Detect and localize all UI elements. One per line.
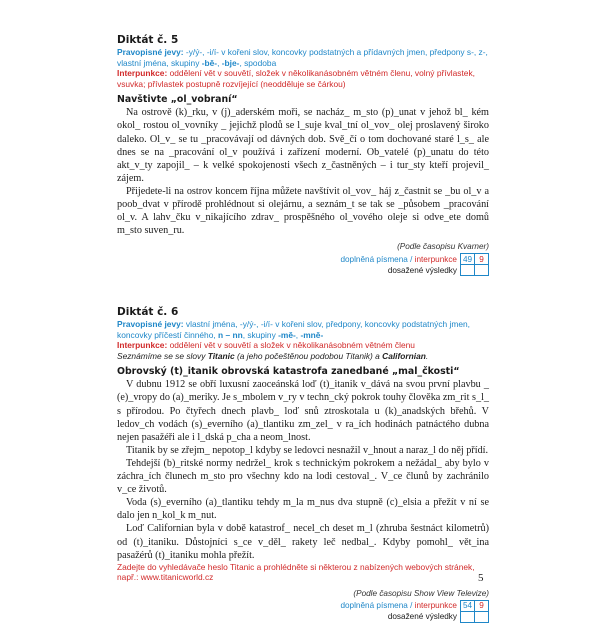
rules-text: -y/ý-, -i/í- v kořeni slov, koncovky podstatných a přídavných jmen, předpony s-, z-, vlastní jména, skupiny [117, 47, 488, 68]
rules-bold-mne: -mně- [300, 329, 324, 340]
rules-sep: , [217, 57, 220, 68]
dictation-5-punctuation [117, 68, 489, 89]
punct-text: oddělení vět v souvětí a složek v několikanásobném větném členu [169, 340, 415, 351]
dictation-6-note: Seznámíme se se slovy Titanic (a jeho počeštěnou podobou Titanik) a Californian. [117, 350, 429, 361]
paragraph: Voda (s)_everního (a)_tlantiku tehdy m_la m_nus dva stupně (c)_elsia a přežít v ní se dalo jen n_kol_k m_nut. [117, 497, 489, 522]
paragraph: V dubnu 1912 se obří luxusní zaoceánská loď (t)_itanik v_dává na svou první plavbu _ (e)_vropy do (a)_meriky. Je s_mbolem v_ry v techn_cký pokrok touhy člověka zm_rit s_l_ s přírodou. Po čtyřech dnech plavb_ loď snů ztroskotala u (k)_anadských břehů. V ledov_ch vodách (s)_everního (a)_tlantiku zm_zel_ v ra_ích hodinách patnáctého dubna nejen pasažéři ale i l_dská p_cha a neom_lnost. [117, 379, 489, 443]
rules-label: Pravopisné jevy: [117, 47, 184, 57]
punct-label: Interpunkce: [117, 340, 168, 351]
result-label: dosažené výsledky [387, 265, 457, 275]
dictation-5-heading: Diktát č. 5 [117, 34, 179, 46]
paragraph: Tehdejší (b)_ritské normy nedržel_ krok s technickým pokrokem a nežádal_ aby bylo v záchra_ích člunech m_sto pro všechny kdo na lodi cestoval_. V_ce člunů by zachránilo v_ce životů. [117, 457, 489, 496]
paragraph: Loď Californian byla v době katastrof_ necel_ch deset m_l (zhruba šestnáct kilometrů) od (t)_itaniku. Důstojníci s_ce v_děl_ rakety leč nedbal_. Kdyby pomohl_ vět_ina pasažérů (t)_itaniku mohla přežít. [117, 523, 489, 561]
dictation-5 [117, 34, 489, 275]
page-number: 5 [478, 572, 484, 584]
score-letters-max: 54 [461, 600, 475, 611]
score-label: doplněná písmena / interpunkce [340, 601, 457, 611]
web-note: Zadejte do vyhledávače heslo Titanic a prohlédněte si některou z nabízených webových stránek, např.: www.titanicworld.cz [117, 561, 475, 583]
score-label: doplněná písmena / interpunkce [340, 254, 457, 264]
paragraph: Na ostrově (k)_rku, v (j)_aderském moři, se nacház_ m_sto (p)_unat v jehož bl_ kém okol_ rostou ol_vovníky _ jejichž plodů se l_suje kval_tní ol_vov_ olej proslavený široko daleko. Ol_v_ se tu _pracovávají od dávných dob. Svě_čí o tom dochované staré l_s_ ale dnes se na _pracování ol_v používá i zařízení moderní. Ob_vatelé (p)_unatu do této akt_v_ty zapojil_ – k velké spokojenosti všech z_častněných – i tur_sty kteří projevil_ zájem. [117, 107, 489, 184]
dictation-6-heading: Diktát č. 6 [117, 306, 179, 318]
score-letters-max: 49 [461, 254, 475, 265]
punct-label: Interpunkce: [117, 68, 168, 79]
dictation-6-text [117, 378, 489, 561]
result-letters-input[interactable] [461, 611, 475, 622]
result-punctuation-input[interactable] [475, 265, 489, 276]
punct-text: oddělení vět v souvětí, složek v několikanásobném větném členu, volný přívlastek, vsuvka; přívlastek postupně rozvíjející (neodděluje se čárkou) [117, 68, 475, 89]
result-letters-input[interactable] [461, 265, 475, 276]
rules-text: vlastní jména, -y/ý-, -i/í- v kořeni slov, předpony, koncovky podstatných jmen, koncovky příčestí činného, [117, 319, 470, 340]
rules-mid: , skupiny [242, 329, 276, 340]
dictation-6 [117, 306, 489, 622]
paragraph: Přijedete-li na ostrov koncem října můžete navštívit ol_vov_ háj z_častnit se _bu ol_v a poob_dvat v přírodě prohlédnout si olejárnu, a seznám_t se tak se _působem _pracování ol_v. A lahv_čku v_nikajícího zdrav_ prospěšného ol_vového oleje si odve_ete domů m_sto suven_ru. [117, 185, 489, 237]
rules-bold-me: -mě- [278, 329, 296, 340]
dictation-6-source: (Podle časopisu Show View Televize) [353, 588, 489, 598]
score-punctuation-max: 9 [475, 254, 489, 265]
result-label: dosažené výsledky [387, 612, 457, 622]
dictation-5-score [337, 253, 489, 276]
result-punctuation-input[interactable] [475, 611, 489, 622]
rules-end: , spodoba [239, 57, 277, 68]
dictation-5-rules [117, 47, 489, 68]
dictation-6-punctuation [117, 340, 489, 351]
score-punctuation-max: 9 [475, 600, 489, 611]
dictation-6-score [337, 600, 489, 623]
paragraph: Titanik by se zřejm_ nepotop_l kdyby se ledovci nesnažil v_hnout a naraz_l do něj přídí. [126, 444, 489, 456]
rules-bold-be: -bě- [201, 57, 218, 68]
rules-bold-n-nn: n – nn [218, 329, 243, 340]
rules-label: Pravopisné jevy: [117, 319, 184, 329]
dictation-5-text [117, 106, 489, 237]
dictation-5-title: Navštivte „ol_vobraní“ [117, 94, 238, 106]
rules-sep: , [295, 329, 299, 340]
rules-bold-bje: -bje- [221, 57, 240, 68]
dictation-6-rules [117, 319, 489, 340]
dictation-6-title: Obrovský (t)_itanik obrovská katastrofa zanedbané „mal_čkosti“ [117, 366, 460, 378]
dictation-5-source: (Podle časopisu Kvarner) [397, 242, 489, 252]
